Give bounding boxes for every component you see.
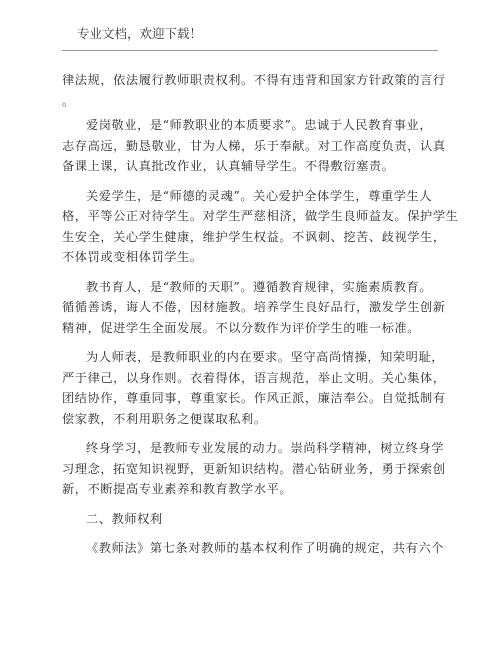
- section-heading: [62, 509, 442, 530]
- paragraph-line: 关爱学生，是“师德的灵魂”。关心爱护全体学生，尊重学生人: [86, 188, 433, 203]
- paragraph-line: 终身学习，是教师专业发展的动力。崇尚科学精神，树立终身学: [86, 441, 445, 455]
- document-body: [62, 70, 459, 568]
- paragraph-line: 生安全，关心学生健康，维护学生权益。不讽刺、挖苦、歧视学生，: [62, 229, 446, 244]
- paragraph-line: 精神，促进学生全面发展。不以分数作为评价学生的唯一标准。: [62, 320, 421, 335]
- paragraph-line: 律法规，依法履行教师职责权利。不得有违背和国家方针政策的言行: [62, 73, 446, 87]
- paragraph-line: 教书育人，是“教师的天职”。遵循教育规律，实施素质教育。: [86, 279, 433, 294]
- paragraph-line: 爱岗敬业，是“师教职业的本质要求”。忠诚于人民教育事业，: [86, 118, 433, 132]
- paragraph-line: 《教师法》第七条对教师的基本权利作了明确的规定，共有六个: [86, 541, 445, 555]
- paragraph: [62, 438, 446, 500]
- paragraph-line: 偿家教，不利用职务之便谋取私利。: [62, 411, 267, 426]
- paragraph-line: 不体罚或变相体罚学生。: [62, 250, 203, 264]
- paragraph-line: 团结协作，尊重同事，尊重家长。作风正派，廉洁奉公。自觉抵制有: [62, 391, 446, 405]
- paragraph-line: 备课上课，认真批改作业，认真辅导学生。不得敷衍塞责。: [62, 159, 395, 173]
- paragraph-line: 。: [62, 93, 75, 108]
- paragraph-line: 严于律己，以身作则。衣着得体，语言规范，举止文明。关心集体，: [62, 370, 446, 385]
- paragraph: [62, 186, 459, 268]
- paragraph-line: 为人师表，是教师职业的内在要求。坚守高尚情操，知荣明耻，: [86, 350, 445, 364]
- paragraph: [62, 347, 446, 429]
- page-header: 专业文档，欢迎下载！: [77, 26, 203, 41]
- paragraph: [62, 115, 446, 177]
- paragraph-line: 循循善诱，诲人不倦，因材施教。培养学生良好品行，激发学生创新: [62, 300, 446, 314]
- paragraph: [62, 277, 446, 339]
- paragraph-line: 习理念，拓宽知识视野，更新知识结构。潜心钻研业务，勇于探索创: [62, 461, 446, 476]
- section-heading-text: 二、教师权利: [86, 511, 163, 526]
- paragraph-line: 志存高远，勤恳敬业，甘为人梯，乐于奉献。对工作高度负责，认真: [62, 138, 446, 153]
- paragraph: [62, 538, 445, 559]
- paragraph-line: 格，平等公正对待学生。对学生严慈相济，做学生良师益友。保护学生: [62, 209, 459, 223]
- paragraph: [62, 70, 446, 111]
- header-divider: [62, 50, 438, 51]
- paragraph-line: 新，不断提高专业素养和教育教学水平。: [62, 482, 293, 496]
